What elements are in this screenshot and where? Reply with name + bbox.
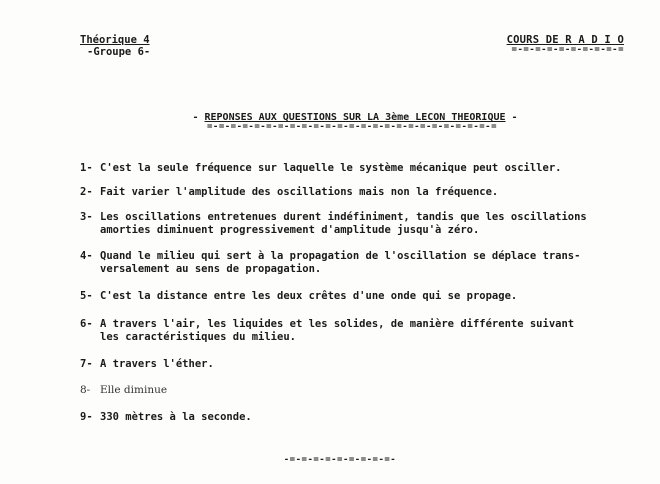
answer-number: 6- (80, 318, 93, 330)
answer-item (80, 162, 561, 175)
answer-number: 8- (80, 384, 91, 396)
header-right (507, 34, 624, 54)
answer-number: 2- (80, 186, 93, 198)
course-title: COURS DE R A D I O (506, 34, 624, 46)
group-label: -Groupe 6- (87, 46, 151, 58)
title-dash-right: - (505, 112, 518, 123)
course-unit: Théorique 4 (80, 34, 150, 46)
answer-text-continuation: amorties diminuent progressivement d'amplitude jusqu'à zéro. (100, 224, 480, 236)
answer-number: 3- (80, 211, 93, 223)
answer-text: 330 mètres à la seconde. (100, 411, 252, 423)
answer-item (80, 358, 214, 371)
answer-text: Les oscillations entretenues durent indéfiniment, tandis que les oscillations (100, 211, 587, 223)
answer-item (80, 186, 498, 199)
answer-number: 9- (80, 411, 93, 423)
answer-text: Fait varier l'amplitude des oscillations mais non la fréquence. (100, 186, 499, 198)
answer-text: A travers l'air, les liquides et les solides, de manière différente suivant (100, 318, 575, 330)
answer-text: Quand le milieu qui sert à la propagation de l'oscillation se déplace trans- (100, 250, 581, 262)
answer-number: 1- (80, 162, 93, 174)
answer-item (80, 290, 517, 303)
answer-number: 7- (80, 358, 93, 370)
answer-item (80, 318, 574, 344)
answer-text: A travers l'éther. (100, 358, 214, 370)
title-text: REPONSES AUX QUESTIONS SUR LA 3ème LECON THEORIQUE (204, 112, 506, 123)
title-dash-left: - (192, 112, 205, 123)
course-title-deco: =-=-=-=-=-=-=-=-=-= (511, 45, 624, 55)
answer-item (80, 211, 587, 237)
section-title (0, 112, 660, 131)
header-left (80, 34, 150, 58)
answer-text-continuation: les caractéristiques du milieu. (100, 331, 296, 343)
answer-item (80, 411, 252, 424)
answer-number: 4- (80, 250, 93, 262)
answer-item (80, 250, 580, 276)
answer-text: Elle diminue (100, 384, 168, 396)
title-deco: =-=-=-=-=-=-=-=-=-=-=-=-=-=-=-=-=-=-=-=-=-=-=-=-= (206, 122, 497, 132)
footer-deco: -=-=-=-=-=-=-=-=-=- (283, 455, 397, 465)
answer-item (80, 384, 167, 397)
answer-number: 5- (80, 290, 93, 302)
answer-text-continuation: versalement au sens de propagation. (100, 263, 322, 275)
answer-text: C'est la seule fréquence sur laquelle le système mécanique peut osciller. (100, 162, 562, 174)
answer-text: C'est la distance entre les deux crêtes d'une onde qui se propage. (100, 290, 518, 302)
